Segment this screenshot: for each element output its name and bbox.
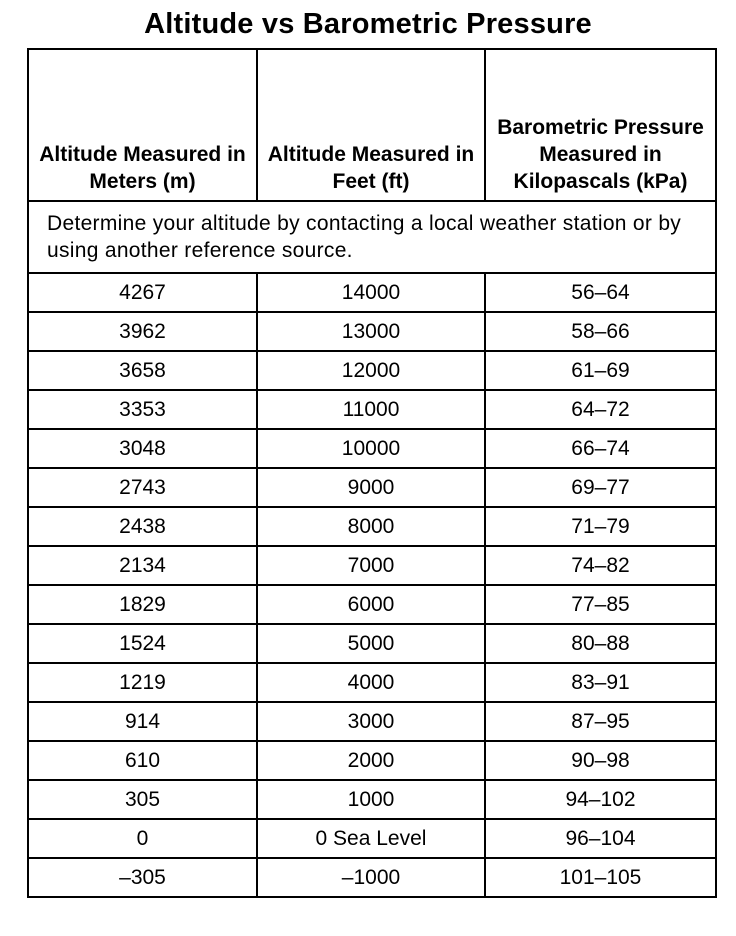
feet-cell: 9000 xyxy=(257,468,485,507)
table-row xyxy=(28,390,716,429)
page-title: Altitude vs Barometric Pressure xyxy=(144,8,592,40)
table-row xyxy=(28,429,716,468)
kpa-cell: 61–69 xyxy=(485,351,716,390)
kpa-cell: 96–104 xyxy=(485,819,716,858)
table-row xyxy=(28,780,716,819)
kpa-cell: 66–74 xyxy=(485,429,716,468)
note-text: Determine your altitude by contacting a local weather station or by using another reference source. xyxy=(28,201,716,273)
meters-cell: 3353 xyxy=(28,390,257,429)
meters-cell: 0 xyxy=(28,819,257,858)
feet-cell: 10000 xyxy=(257,429,485,468)
feet-cell: 5000 xyxy=(257,624,485,663)
table-row xyxy=(28,663,716,702)
table-row xyxy=(28,741,716,780)
kpa-cell: 101–105 xyxy=(485,858,716,897)
header-row xyxy=(28,49,716,201)
meters-cell: 4267 xyxy=(28,273,257,312)
feet-cell: 6000 xyxy=(257,585,485,624)
kpa-cell: 71–79 xyxy=(485,507,716,546)
feet-cell: 14000 xyxy=(257,273,485,312)
feet-cell: 8000 xyxy=(257,507,485,546)
feet-cell: 4000 xyxy=(257,663,485,702)
table-row xyxy=(28,468,716,507)
meters-cell: 2134 xyxy=(28,546,257,585)
meters-cell: 2743 xyxy=(28,468,257,507)
meters-cell: 1524 xyxy=(28,624,257,663)
feet-cell: 1000 xyxy=(257,780,485,819)
note-row xyxy=(28,201,716,273)
meters-cell: 1219 xyxy=(28,663,257,702)
table-row xyxy=(28,819,716,858)
table-row xyxy=(28,273,716,312)
kpa-cell: 56–64 xyxy=(485,273,716,312)
kpa-cell: 64–72 xyxy=(485,390,716,429)
kpa-cell: 69–77 xyxy=(485,468,716,507)
kpa-cell: 58–66 xyxy=(485,312,716,351)
kpa-cell: 87–95 xyxy=(485,702,716,741)
kpa-cell: 83–91 xyxy=(485,663,716,702)
header-kpa: Barometric Pressure Measured in Kilopascals (kPa) xyxy=(485,49,716,201)
meters-cell: 3048 xyxy=(28,429,257,468)
feet-cell: 13000 xyxy=(257,312,485,351)
header-feet: Altitude Measured in Feet (ft) xyxy=(257,49,485,201)
kpa-cell: 94–102 xyxy=(485,780,716,819)
header-meters: Altitude Measured in Meters (m) xyxy=(28,49,257,201)
meters-cell: 914 xyxy=(28,702,257,741)
kpa-cell: 90–98 xyxy=(485,741,716,780)
feet-cell: 2000 xyxy=(257,741,485,780)
meters-cell: 3962 xyxy=(28,312,257,351)
table-row xyxy=(28,546,716,585)
feet-cell: 0 Sea Level xyxy=(257,819,485,858)
meters-cell: 1829 xyxy=(28,585,257,624)
meters-cell: –305 xyxy=(28,858,257,897)
table-row xyxy=(28,351,716,390)
feet-cell: 7000 xyxy=(257,546,485,585)
table-row xyxy=(28,585,716,624)
feet-cell: –1000 xyxy=(257,858,485,897)
meters-cell: 305 xyxy=(28,780,257,819)
altitude-pressure-table xyxy=(27,48,717,898)
kpa-cell: 77–85 xyxy=(485,585,716,624)
meters-cell: 2438 xyxy=(28,507,257,546)
table-row xyxy=(28,858,716,897)
table-row xyxy=(28,702,716,741)
meters-cell: 610 xyxy=(28,741,257,780)
kpa-cell: 74–82 xyxy=(485,546,716,585)
table-row xyxy=(28,507,716,546)
table-row xyxy=(28,312,716,351)
feet-cell: 11000 xyxy=(257,390,485,429)
feet-cell: 12000 xyxy=(257,351,485,390)
meters-cell: 3658 xyxy=(28,351,257,390)
kpa-cell: 80–88 xyxy=(485,624,716,663)
table-row xyxy=(28,624,716,663)
feet-cell: 3000 xyxy=(257,702,485,741)
